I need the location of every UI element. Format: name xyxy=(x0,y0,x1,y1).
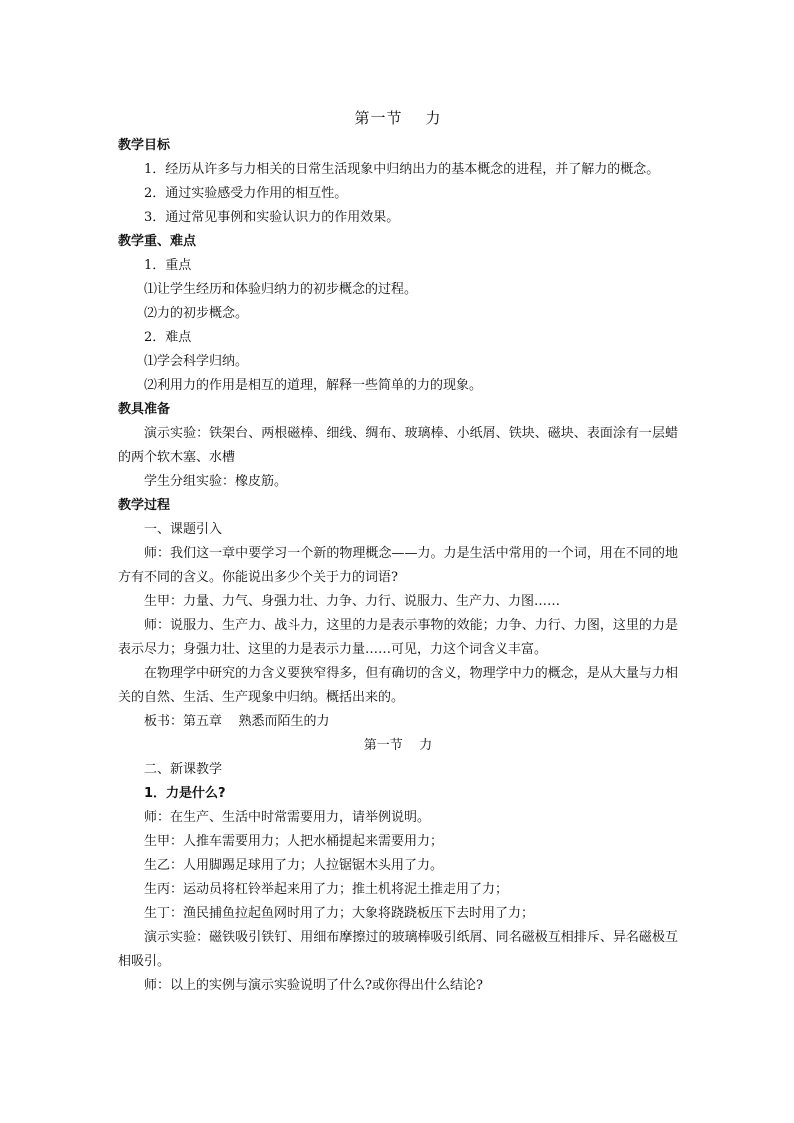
process-paragraph: 生甲：人推车需要用力；人把水桶提起来需要用力； xyxy=(144,834,444,849)
process-paragraph: 师：以上的实例与演示实验说明了什么?或你得出什么结论? xyxy=(144,978,483,993)
section-heading-equipment: 教具准备 xyxy=(118,402,171,417)
objective-item: 3．通过常见事例和实验认识力的作用效果。 xyxy=(144,210,400,225)
objective-item: 1．经历从许多与力相关的日常生活现象中归纳出力的基本概念的进程，并了解力的概念。 xyxy=(144,162,660,177)
objective-item: 2．通过实验感受力作用的相互性。 xyxy=(144,186,348,201)
key-point-label: 1．重点 xyxy=(144,258,192,273)
difficult-point-label: 2．难点 xyxy=(144,330,192,345)
section-heading-objectives: 教学目标 xyxy=(118,138,171,153)
key-point-item: ⑴让学生经历和体验归纳力的初步概念的过程。 xyxy=(144,282,418,297)
equipment-group: 学生分组实验：橡皮筋。 xyxy=(144,474,288,489)
process-paragraph: 师：我们这一章中要学习一个新的物理概念——力。力是生活中常用的一个词，用在不同的地方有不同的含义。你能说出多少个关于力的词语? xyxy=(118,546,678,585)
process-paragraph: 生丙：运动员将杠铃举起来用了力；推土机将泥土推走用了力； xyxy=(144,882,509,897)
board-writing: 板书：第五章 熟悉而陌生的力 xyxy=(144,714,330,729)
section-heading-key-points: 教学重、难点 xyxy=(118,234,197,249)
process-paragraph: 生乙：人用脚踢足球用了力；人拉锯锯木头用了力。 xyxy=(144,858,444,873)
process-paragraph: 生甲：力量、力气、身强力壮、力争、力行、说服力、生产力、力图…… xyxy=(144,594,561,609)
process-intro-label: 一、课题引入 xyxy=(144,522,223,537)
page-title: 第一节 力 xyxy=(354,109,442,127)
difficult-point-item: ⑴学会科学归纳。 xyxy=(144,354,249,369)
process-paragraph: 在物理学中研究的力含义要狭窄得多，但有确切的含义，物理学中力的概念，是从大量与力相关的自然、生活、生产现象中归纳。概括出来的。 xyxy=(118,666,678,705)
equipment-demo: 演示实验：铁架台、两根磁棒、细线、绸布、玻璃棒、小纸屑、铁块、磁块、表面涂有一层蜡的两个软木塞、水槽 xyxy=(118,426,678,465)
process-paragraph: 师：说服力、生产力、战斗力，这里的力是表示事物的效能；力争、力行、力图，这里的力是表示尽力；身强力壮、这里的力是表示力量……可见，力这个词含义丰富。 xyxy=(118,618,678,657)
difficult-point-item: ⑵利用力的作用是相互的道理，解释一些简单的力的现象。 xyxy=(144,378,483,393)
process-paragraph: 师：在生产、生活中时常需要用力，请举例说明。 xyxy=(144,810,431,825)
process-new-label: 二、新课教学 xyxy=(144,762,223,777)
section-heading-process: 教学过程 xyxy=(118,498,171,513)
process-paragraph: 演示实验：磁铁吸引铁钉、用细布摩擦过的玻璃棒吸引纸屑、同名磁极互相排斥、异名磁极互相吸引。 xyxy=(118,930,678,969)
process-question-heading: 1．力是什么? xyxy=(144,786,226,801)
process-paragraph: 生丁：渔民捕鱼拉起鱼网时用了力；大象将跷跷板压下去时用了力； xyxy=(144,906,535,921)
board-writing-sub: 第一节 力 xyxy=(363,738,433,753)
document-page xyxy=(118,108,678,998)
key-point-item: ⑵力的初步概念。 xyxy=(144,306,249,321)
